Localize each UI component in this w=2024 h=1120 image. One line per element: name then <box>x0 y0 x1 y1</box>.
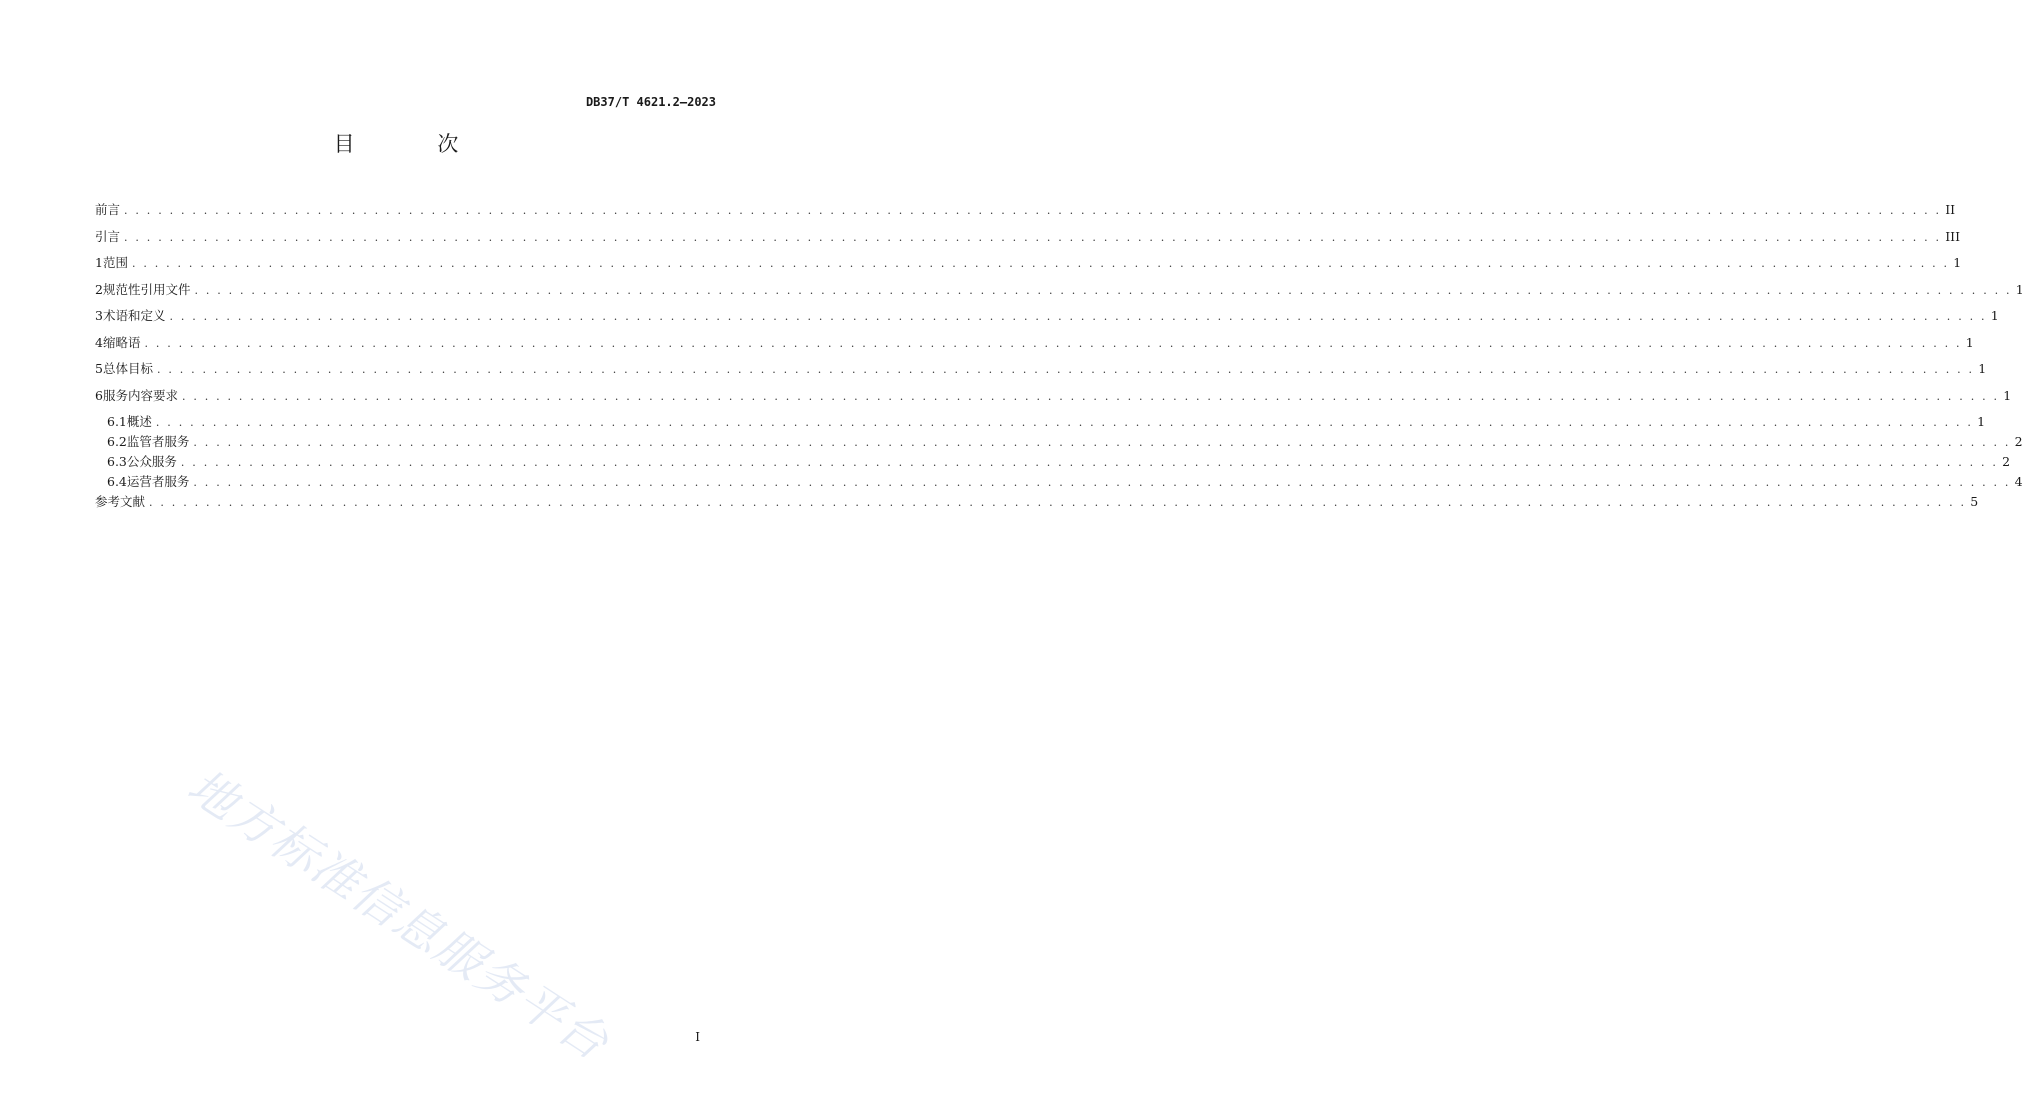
toc-entry-number: 6.3 <box>107 454 127 469</box>
toc-entry-label: 参考文献 <box>95 494 146 509</box>
toc-dot-leader: . . . . . . . . . . . . . . . . . . . . . . . . . . . . . . . . . . . . . . . . . . . . . . . . . . . . . . . . . . . . . . . . . . . . . . . . . . . . . . . . . . . . . . . . . . . . . . . . . . . . . . . . . . . . . . . . . . . . . . . . . . . . . . . . . . . . . . . . . . . . . . . . . . . . . . . . . . . . . . . . <box>180 456 1999 469</box>
toc-entry-page: 2 <box>2014 434 2023 449</box>
toc-entry-label: 概述 <box>126 414 152 429</box>
toc-entry-page: 1 <box>2015 281 2024 297</box>
toc-dot-leader: . . . . . . . . . . . . . . . . . . . . . . . . . . . . . . . . . . . . . . . . . . . . . . . . . . . . . . . . . . . . . . . . . . . . . . . . . . . . . . . . . . . . . . . . . . . . . . . . . . . . . . . . . . . . . . . . . . . . . . . . . . . . . . . . . . . . . . . . . . . . . . . . . . . . . . . . . . . . . . . . <box>131 257 1950 270</box>
toc-entry-page: III <box>1945 228 1961 244</box>
toc-entry-number: 1 <box>95 255 103 270</box>
toc-entry-label: 监管者服务 <box>126 434 190 449</box>
toc-entry-page: 1 <box>1978 361 1987 376</box>
toc-entry-page: 1 <box>1977 414 1986 429</box>
toc-entry[interactable] <box>95 280 2024 307</box>
toc-dot-leader: . . . . . . . . . . . . . . . . . . . . . . . . . . . . . . . . . . . . . . . . . . . . . . . . . . . . . . . . . . . . . . . . . . . . . . . . . . . . . . . . . . . . . . . . . . . . . . . . . . . . . . . . . . . . . . . . . . . . . . . . . . . . . . . . . . . . . . . . . . . . . . . . . . . . . . . . . . . . . . . . <box>194 283 2012 297</box>
toc-entry-label: 术语和定义 <box>102 308 166 323</box>
toc-entry-number: 6 <box>95 387 103 403</box>
toc-entry-label: 规范性引用文件 <box>102 281 191 297</box>
toc-entry-label: 总体目标 <box>102 361 153 376</box>
toc-entry[interactable] <box>95 386 2012 413</box>
toc-dot-leader: . . . . . . . . . . . . . . . . . . . . . . . . . . . . . . . . . . . . . . . . . . . . . . . . . . . . . . . . . . . . . . . . . . . . . . . . . . . . . . . . . . . . . . . . . . . . . . . . . . . . . . . . . . . . . . . . . . . . . . . . . . . . . . . . . . . . . . . . . . . . . . . . . . . . . . . . . . . . . . . . <box>156 363 1975 376</box>
toc-entry-page: 1 <box>1953 255 1962 270</box>
toc-entry-page: II <box>1945 202 1956 217</box>
toc-entry[interactable] <box>95 306 1999 333</box>
document-id: DB37/T 4621.2—2023 <box>585 95 716 109</box>
toc-entry[interactable] <box>95 333 1974 360</box>
toc-entry-number: 3 <box>95 308 103 323</box>
toc-dot-leader: . . . . . . . . . . . . . . . . . . . . . . . . . . . . . . . . . . . . . . . . . . . . . . . . . . . . . . . . . . . . . . . . . . . . . . . . . . . . . . . . . . . . . . . . . . . . . . . . . . . . . . . . . . . . . . . . . . . . . . . . . . . . . . . . . . . . . . . . . . . . . . . . . . . . . . . . . . . . . . . . <box>193 476 2011 489</box>
toc-entry-page: 2 <box>2002 454 2011 469</box>
page-number: I <box>695 1030 700 1044</box>
toc-entry-label: 范围 <box>102 255 128 270</box>
watermark: 地方标准信息服务平台 <box>177 758 619 1072</box>
toc-entry-page: 1 <box>1990 308 1999 323</box>
toc-dot-leader: . . . . . . . . . . . . . . . . . . . . . . . . . . . . . . . . . . . . . . . . . . . . . . . . . . . . . . . . . . . . . . . . . . . . . . . . . . . . . . . . . . . . . . . . . . . . . . . . . . . . . . . . . . . . . . . . . . . . . . . . . . . . . . . . . . . . . . . . . . . . . . . . . . . . . . . . . . . . . . . . <box>193 436 2011 449</box>
toc-entry[interactable] <box>95 412 1986 432</box>
toc-entry[interactable] <box>95 227 1961 254</box>
toc-entry-number: 2 <box>95 281 103 297</box>
toc-dot-leader: . . . . . . . . . . . . . . . . . . . . . . . . . . . . . . . . . . . . . . . . . . . . . . . . . . . . . . . . . . . . . . . . . . . . . . . . . . . . . . . . . . . . . . . . . . . . . . . . . . . . . . . . . . . . . . . . . . . . . . . . . . . . . . . . . . . . . . . . . . . . . . . . . . . . . . . . . . . . . . . . <box>149 496 1967 509</box>
toc-entry-number: 5 <box>95 361 103 376</box>
toc-entry[interactable] <box>95 359 1987 386</box>
toc-entry-label: 服务内容要求 <box>102 387 178 403</box>
toc-dot-leader: . . . . . . . . . . . . . . . . . . . . . . . . . . . . . . . . . . . . . . . . . . . . . . . . . . . . . . . . . . . . . . . . . . . . . . . . . . . . . . . . . . . . . . . . . . . . . . . . . . . . . . . . . . . . . . . . . . . . . . . . . . . . . . . . . . . . . . . . . . . . . . . . . . . . . . . . . . . . . . . . <box>181 389 2000 403</box>
toc-entry-label: 缩略语 <box>102 334 141 350</box>
page-title: 目 次 <box>333 132 497 156</box>
toc-entry-label: 引言 <box>95 228 121 244</box>
toc-dot-leader: . . . . . . . . . . . . . . . . . . . . . . . . . . . . . . . . . . . . . . . . . . . . . . . . . . . . . . . . . . . . . . . . . . . . . . . . . . . . . . . . . . . . . . . . . . . . . . . . . . . . . . . . . . . . . . . . . . . . . . . . . . . . . . . . . . . . . . . . . . . . . . . . . . . . . . . . . . . . . . . . <box>169 310 1987 323</box>
toc-entry-page: 4 <box>2014 474 2023 489</box>
toc-dot-leader: . . . . . . . . . . . . . . . . . . . . . . . . . . . . . . . . . . . . . . . . . . . . . . . . . . . . . . . . . . . . . . . . . . . . . . . . . . . . . . . . . . . . . . . . . . . . . . . . . . . . . . . . . . . . . . . . . . . . . . . . . . . . . . . . . . . . . . . . . . . . . . . . . . . . . . . . . . . . . . . . <box>124 204 1942 217</box>
toc-entry-number: 6.4 <box>107 474 127 489</box>
toc-dot-leader: . . . . . . . . . . . . . . . . . . . . . . . . . . . . . . . . . . . . . . . . . . . . . . . . . . . . . . . . . . . . . . . . . . . . . . . . . . . . . . . . . . . . . . . . . . . . . . . . . . . . . . . . . . . . . . . . . . . . . . . . . . . . . . . . . . . . . . . . . . . . . . . . . . . . . . . . . . . . . . . . <box>124 230 1942 244</box>
toc-entry[interactable] <box>95 472 2023 492</box>
toc-dot-leader: . . . . . . . . . . . . . . . . . . . . . . . . . . . . . . . . . . . . . . . . . . . . . . . . . . . . . . . . . . . . . . . . . . . . . . . . . . . . . . . . . . . . . . . . . . . . . . . . . . . . . . . . . . . . . . . . . . . . . . . . . . . . . . . . . . . . . . . . . . . . . . . . . . . . . . . . . . . . . . . . <box>155 416 1974 429</box>
toc-entry-number: 6.2 <box>107 434 127 449</box>
toc-entry[interactable] <box>95 492 1979 519</box>
toc-entry-page: 5 <box>1970 494 1979 509</box>
toc-entry-label: 公众服务 <box>126 454 177 469</box>
toc-entry-number: 6.1 <box>107 414 127 429</box>
toc-entry-number: 4 <box>95 334 103 350</box>
toc-entry-page: 1 <box>2003 387 2012 403</box>
toc-entry-label: 运营者服务 <box>126 474 190 489</box>
toc-entry[interactable] <box>95 253 1962 280</box>
toc-entry-page: 1 <box>1965 334 1974 350</box>
toc-entry[interactable] <box>95 200 1956 227</box>
toc-entry-label: 前言 <box>95 202 121 217</box>
table-of-contents <box>95 200 2024 519</box>
toc-entry[interactable] <box>95 432 2023 452</box>
toc-dot-leader: . . . . . . . . . . . . . . . . . . . . . . . . . . . . . . . . . . . . . . . . . . . . . . . . . . . . . . . . . . . . . . . . . . . . . . . . . . . . . . . . . . . . . . . . . . . . . . . . . . . . . . . . . . . . . . . . . . . . . . . . . . . . . . . . . . . . . . . . . . . . . . . . . . . . . . . . . . . . . . . . <box>144 336 1962 350</box>
toc-entry[interactable] <box>95 452 2011 472</box>
